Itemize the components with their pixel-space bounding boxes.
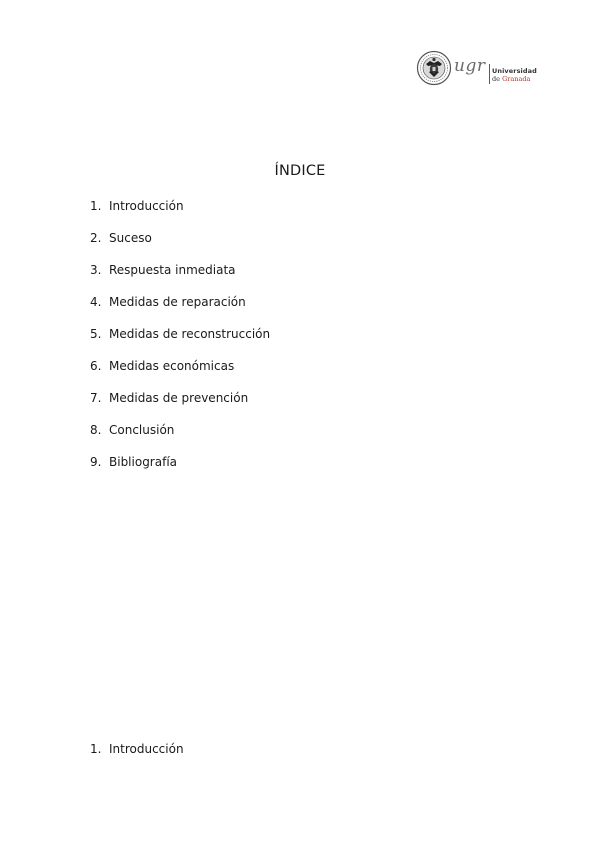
logo-line-2-prefix: de [492,75,501,83]
toc-item-label: Suceso [109,231,152,245]
toc-item-number: 1. [90,199,102,213]
logo-divider [489,64,490,84]
toc-item-label: Introducción [109,199,184,213]
toc-item-label: Medidas de reconstrucción [109,327,271,341]
university-logo [416,50,537,86]
toc-item [90,294,270,326]
toc-list [90,198,270,486]
toc-item-label: Respuesta inmediata [109,263,236,277]
toc-item-label: Conclusión [109,423,175,437]
toc-item-label: Medidas de prevención [109,391,249,405]
toc-item-number: 5. [90,327,102,341]
toc-item [90,326,270,358]
logo-line-2 [492,75,530,83]
toc-item-number: 9. [90,455,102,469]
toc-item-label: Medidas de reparación [109,295,246,309]
toc-item-number: 4. [90,295,102,309]
toc-item-number: 7. [90,391,102,405]
toc-item [90,230,270,262]
toc-item-number: 6. [90,359,102,373]
toc-item [90,358,270,390]
logo-line-2-name: Granada [502,75,531,83]
toc-item [90,390,270,422]
section-title: Introducción [109,742,184,756]
toc-item [90,262,270,294]
toc-item-number: 8. [90,423,102,437]
toc-item [90,198,270,230]
toc-item [90,422,270,454]
toc-title: ÍNDICE [274,163,326,179]
toc-item-number: 2. [90,231,102,245]
logo-monogram: ugr [454,56,486,76]
university-seal-icon [416,50,452,86]
toc-item-label: Bibliografía [109,455,178,469]
logo-line-1: Universidad [492,67,537,75]
section-heading [90,741,184,757]
toc-item-number: 3. [90,263,102,277]
toc-item [90,454,270,486]
section-number: 1. [90,742,102,756]
toc-item-label: Medidas económicas [109,359,235,373]
